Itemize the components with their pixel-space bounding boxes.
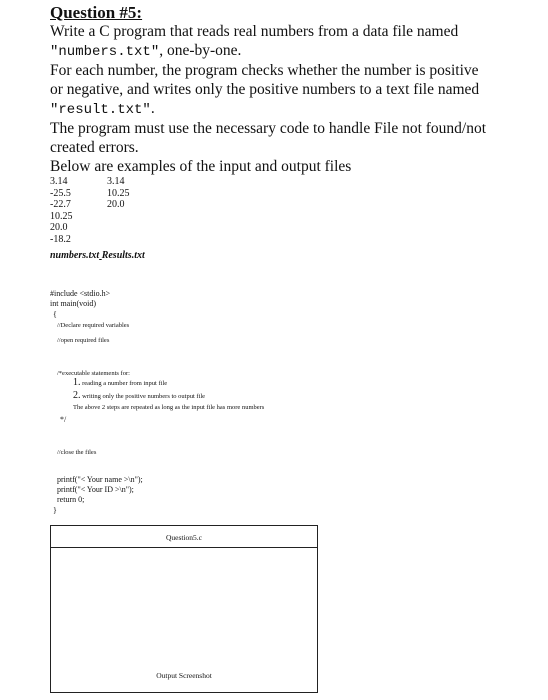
p2-line3: [50, 99, 155, 120]
comment-declare-variables: //Declare required variables: [57, 322, 130, 329]
code-printf-name: printf("< Your name >\n");: [57, 475, 143, 484]
output-file-label: Results.txt: [101, 250, 145, 261]
answer-box-title: Question5.c: [165, 533, 203, 542]
output-values-list: [107, 176, 130, 211]
p1-line2: [50, 41, 241, 62]
p1-line1: Write a C program that reads real numbers from a data file named: [50, 23, 459, 40]
step-2-number: 2.: [73, 390, 81, 401]
comment-close-files: //close the files: [57, 449, 97, 456]
code-printf-id: printf("< Your ID >\n");: [57, 485, 134, 494]
code-open-brace: {: [53, 310, 57, 319]
input-file-label: numbers.txt: [50, 250, 100, 261]
p2-line1: For each number, the program checks whether the number is positive: [50, 62, 479, 79]
input-value: -25.5: [50, 187, 71, 199]
code-comment-end: */: [60, 415, 67, 424]
answer-box-divider: [51, 547, 317, 548]
output-filename-inline: "result.txt": [50, 102, 151, 118]
output-value: 3.14: [107, 176, 125, 187]
input-value: 10.25: [50, 210, 73, 222]
example-filenames: [50, 250, 145, 261]
question-title: Question #5:: [50, 3, 143, 22]
p3-line1: The program must use the necessary code to handle File not found/not: [50, 120, 487, 137]
code-step-2: [73, 390, 205, 401]
p4-line1: Below are examples of the input and output files: [50, 158, 352, 175]
step-2-text: writing only the positive numbers to output file: [82, 393, 206, 400]
answer-box: [50, 525, 318, 693]
input-value: -18.2: [50, 233, 71, 245]
p2-line3-tail: .: [150, 100, 155, 117]
input-value: 3.14: [50, 176, 68, 187]
code-repeat-note: The above 2 steps are repeated as long as the input file has more numbers: [73, 404, 265, 411]
p1-line2-tail: , one-by-one.: [159, 42, 242, 59]
output-screenshot-label: Output Screenshot: [156, 671, 212, 680]
code-step-1: [73, 377, 167, 388]
code-return: return 0;: [57, 495, 85, 504]
code-include: #include <stdio.h>: [50, 289, 111, 298]
code-main-signature: int main(void): [50, 299, 96, 308]
p3-line2: created errors.: [50, 139, 139, 156]
code-close-brace: }: [53, 506, 57, 515]
comment-open-files: //open required files: [57, 337, 110, 344]
comment-executable-statements: /*executable statements for:: [57, 370, 130, 377]
input-value: 20.0: [50, 222, 68, 233]
step-1-number: 1.: [73, 377, 81, 388]
output-value: 20.0: [107, 199, 125, 210]
input-values-list: [50, 176, 73, 245]
input-value: -22.7: [50, 199, 71, 210]
p2-line2: or negative, and writes only the positive numbers to a text file named: [50, 81, 480, 98]
input-filename-inline: "numbers.txt": [50, 44, 160, 60]
step-1-text: reading a number from input file: [82, 380, 168, 387]
output-value: 10.25: [107, 187, 130, 199]
